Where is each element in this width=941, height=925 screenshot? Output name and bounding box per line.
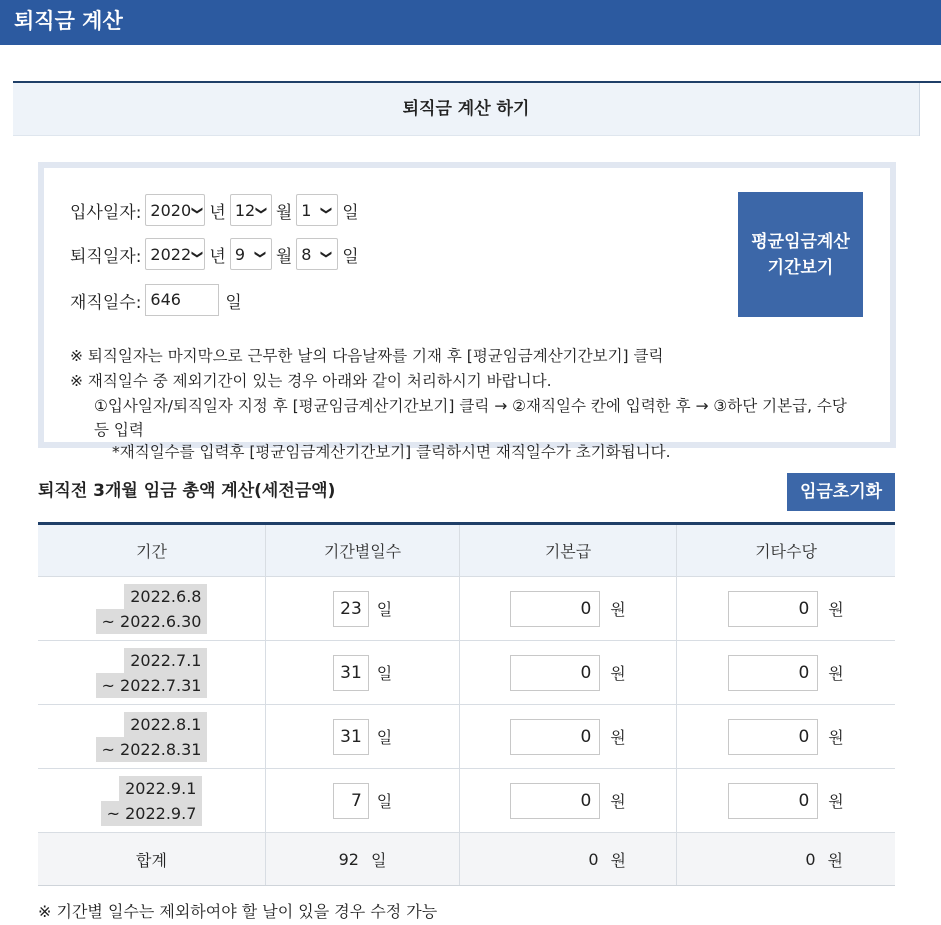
total-label: 합계 [38, 833, 266, 885]
days-cell: 31 일 [266, 641, 460, 704]
leave-date-label: 퇴직일자: [70, 246, 142, 267]
note-line: ※ 재직일수 중 제외기간이 있는 경우 아래와 같이 처리하시기 바랍니다. [70, 372, 552, 390]
total-days: 92 [338, 849, 359, 869]
column-header: 기본급 [460, 525, 677, 576]
reset-wage-button[interactable]: 임금초기화 [787, 473, 895, 511]
average-wage-period-button[interactable]: 평균임금계산 기간보기 [738, 192, 863, 317]
page-title: 퇴직금 계산 [14, 9, 123, 33]
card-divider [919, 83, 920, 136]
note-line: ①입사일자/퇴직일자 지정 후 [평균임금계산기간보기] 클릭 → ②재직일수 칸에 입력한 후 → ③하단 기본급, 수당 [94, 397, 847, 415]
total-base-cell: 0 원 [460, 833, 677, 885]
base-pay-cell: 0 원 [460, 577, 677, 640]
join-month-select[interactable]: 12 ❯ [230, 194, 272, 226]
table-row [38, 705, 895, 769]
date-form-box [38, 162, 896, 461]
period-start: 2022.8.1 [124, 712, 207, 737]
base-pay-input[interactable]: 0 [510, 783, 600, 819]
period-days-input[interactable]: 31 [333, 655, 369, 691]
total-row [38, 833, 895, 886]
card-title: 퇴직금 계산 하기 [13, 83, 919, 136]
top-header-bar [0, 0, 941, 45]
tenure-days-input[interactable]: 646 [145, 284, 219, 316]
period-end: ~ 2022.6.30 [96, 609, 208, 634]
join-year-select[interactable]: 2020 ❯ [145, 194, 205, 226]
days-cell: 23 일 [266, 577, 460, 640]
base-pay-input[interactable]: 0 [510, 719, 600, 755]
table-row [38, 769, 895, 833]
table-row [38, 641, 895, 705]
period-end: ~ 2022.7.31 [96, 673, 208, 698]
column-header: 기간 [38, 525, 266, 576]
tenure-label: 재직일수: [70, 292, 142, 313]
wage-table [38, 522, 895, 886]
extra-allowance-input[interactable]: 0 [728, 591, 818, 627]
extra-allowance-input[interactable]: 0 [728, 719, 818, 755]
extra-allowance-cell: 0 원 [677, 641, 895, 704]
extra-allowance-cell: 0 원 [677, 577, 895, 640]
chevron-down-icon: ❯ [255, 205, 269, 215]
table-row [38, 577, 895, 641]
note-line: 등 입력 [94, 421, 144, 439]
join-day-select[interactable]: 1 ❯ [296, 194, 338, 226]
chevron-down-icon: ❯ [191, 249, 205, 259]
total-days-cell: 92 일 [266, 833, 460, 885]
total-base: 0 [588, 849, 599, 869]
column-header: 기간별일수 [266, 525, 460, 576]
join-date-row: 입사일자: 2020 ❯ 년 12 ❯ 월 1 ❯ 일 [70, 194, 363, 226]
period-days-input[interactable]: 7 [333, 783, 369, 819]
days-cell: 31 일 [266, 705, 460, 768]
chevron-down-icon: ❯ [320, 205, 334, 215]
extra-allowance-cell: 0 원 [677, 769, 895, 832]
join-date-label: 입사일자: [70, 202, 142, 223]
base-pay-cell: 0 원 [460, 769, 677, 832]
leave-month-select[interactable]: 9 ❯ [230, 238, 272, 270]
leave-date-row: 퇴직일자: 2022 ❯ 년 9 ❯ 월 8 ❯ 일 [70, 238, 363, 270]
footnote: ※ 기간별 일수는 제외하여야 할 날이 있을 경우 수정 가능 [38, 902, 438, 921]
period-cell [38, 577, 266, 640]
base-pay-input[interactable]: 0 [510, 591, 600, 627]
period-start: 2022.6.8 [124, 584, 207, 609]
leave-day-select[interactable]: 8 ❯ [296, 238, 338, 270]
note-line: ※ 퇴직일자는 마지막으로 근무한 날의 다음날짜를 기재 후 [평균임금계산기간보기] 클릭 [70, 347, 664, 365]
tenure-row: 재직일수: 646 일 [70, 284, 242, 316]
chevron-down-icon: ❯ [253, 249, 267, 259]
days-cell: 7 일 [266, 769, 460, 832]
base-pay-cell: 0 원 [460, 641, 677, 704]
extra-allowance-input[interactable]: 0 [728, 783, 818, 819]
period-days-input[interactable]: 23 [333, 591, 369, 627]
column-header: 기타수당 [755, 542, 817, 561]
base-pay-input[interactable]: 0 [510, 655, 600, 691]
extra-allowance-cell: 0 원 [677, 705, 895, 768]
leave-year-select[interactable]: 2022 ❯ [145, 238, 205, 270]
period-cell [38, 641, 266, 704]
chevron-down-icon: ❯ [191, 205, 205, 215]
period-start: 2022.7.1 [124, 648, 207, 673]
period-start: 2022.9.1 [119, 776, 202, 801]
total-extra: 0 [805, 849, 816, 869]
chevron-down-icon: ❯ [320, 249, 334, 259]
period-end: ~ 2022.8.31 [96, 737, 208, 762]
base-pay-cell: 0 원 [460, 705, 677, 768]
note-line: *재직일수를 입력후 [평균임금계산기간보기] 클릭하시면 재직일수가 초기화됩니다. [112, 443, 671, 461]
period-end: ~ 2022.9.7 [101, 801, 203, 826]
wage-section-title: 퇴직전 3개월 임금 총액 계산(세전금액) [38, 481, 336, 501]
period-cell [38, 769, 266, 832]
period-days-input[interactable]: 31 [333, 719, 369, 755]
total-extra-cell: 0 원 [805, 849, 843, 870]
extra-allowance-input[interactable]: 0 [728, 655, 818, 691]
period-cell [38, 705, 266, 768]
table-header-row [38, 525, 895, 577]
